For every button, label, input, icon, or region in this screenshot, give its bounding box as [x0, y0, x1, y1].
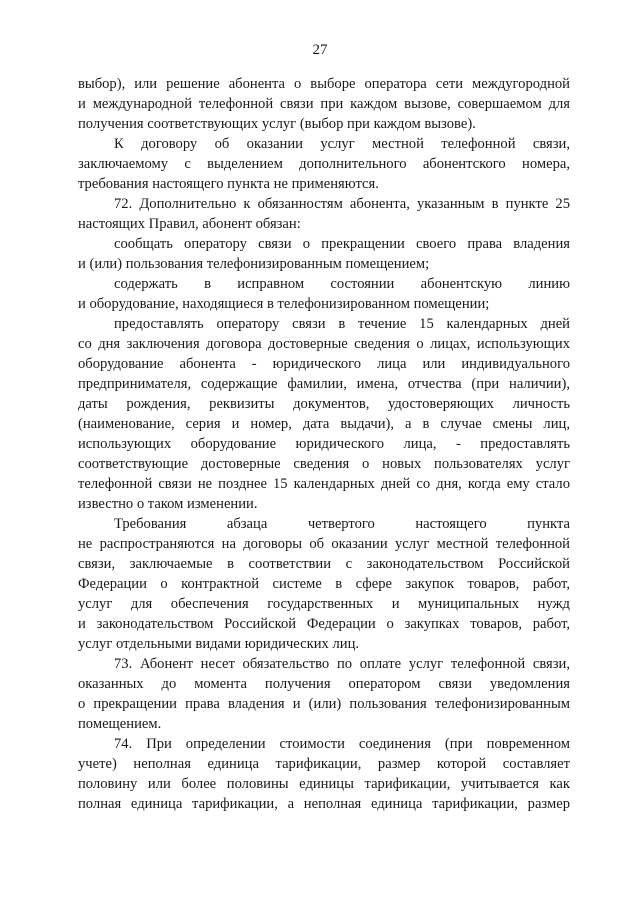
text-line: половину или более половины единицы тарификации, учитывается как	[78, 776, 570, 792]
text-line: настоящих Правил, абонент обязан:	[78, 216, 301, 232]
text-line: услуг отдельными видами юридических лиц.	[78, 636, 360, 652]
text-line: сообщать оператору связи о прекращении своего права владения	[114, 236, 570, 252]
text-line: и оборудование, находящиеся в телефонизированном помещении;	[78, 296, 490, 312]
document-body	[78, 74, 570, 814]
text-line: предпринимателя, содержащие фамилии, имена, отчества (при наличии),	[78, 376, 570, 392]
text-line: 74. При определении стоимости соединения (при повременном	[114, 736, 570, 752]
text-line: известно о таком изменении.	[78, 496, 258, 512]
text-line: содержать в исправном состоянии абонентскую линию	[114, 276, 570, 292]
text-line: предоставлять оператору связи в течение 15 календарных дней	[114, 316, 570, 332]
text-line: Федерации о контрактной системе в сфере закупок товаров, работ,	[78, 576, 570, 592]
text-line: даты рождения, реквизиты документов, удостоверяющих личность	[78, 396, 570, 412]
text-line: 72. Дополнительно к обязанностям абонента, указанным в пункте 25	[114, 196, 570, 212]
text-line: К договору об оказании услуг местной телефонной связи,	[114, 136, 570, 152]
text-line: оказанных до момента получения оператором связи уведомления	[78, 676, 570, 692]
text-line: заключаемому с выделением дополнительного абонентского номера,	[78, 156, 570, 172]
text-line: о прекращении права владения и (или) пользования телефонизированным	[78, 696, 570, 712]
text-line: оборудование абонента - юридического лица или индивидуального	[78, 356, 570, 372]
text-line: требования настоящего пункта не применяются.	[78, 176, 379, 192]
text-line: (наименование, серия и номер, дата выдачи), а в случае смены лиц,	[78, 416, 570, 432]
text-line: соответствующие достоверные сведения о новых пользователях услуг	[78, 456, 570, 472]
text-line: полная единица тарификации, а неполная единица тарификации, размер	[78, 796, 570, 812]
text-line: получения соответствующих услуг (выбор при каждом вызове).	[78, 116, 476, 132]
text-line: учете) неполная единица тарификации, размер которой составляет	[78, 756, 570, 772]
text-line: со дня заключения договора достоверные сведения о лицах, использующих	[78, 336, 570, 352]
text-line: и международной телефонной связи при каждом вызове, совершаемом для	[78, 96, 570, 112]
text-line: Требования абзаца четвертого настоящего пункта	[114, 516, 570, 532]
text-line: помещением.	[78, 716, 162, 732]
text-line: и законодательством Российской Федерации о закупках товаров, работ,	[78, 616, 570, 632]
text-line: использующих оборудование юридического лица, - предоставлять	[78, 436, 570, 452]
text-line: услуг для обеспечения государственных и муниципальных нужд	[78, 596, 570, 612]
text-line: связи, заключаемые в соответствии с законодательством Российской	[78, 556, 570, 572]
text-line: 73. Абонент несет обязательство по оплате услуг телефонной связи,	[114, 656, 570, 672]
page-number: 27	[312, 42, 328, 58]
text-line: и (или) пользования телефонизированным помещением;	[78, 256, 430, 272]
text-line: не распространяются на договоры об оказании услуг местной телефонной	[78, 536, 570, 552]
text-line: выбор), или решение абонента о выборе оператора сети междугородной	[78, 76, 570, 92]
text-line: телефонной связи не позднее 15 календарных дней со дня, когда ему стало	[78, 476, 570, 492]
